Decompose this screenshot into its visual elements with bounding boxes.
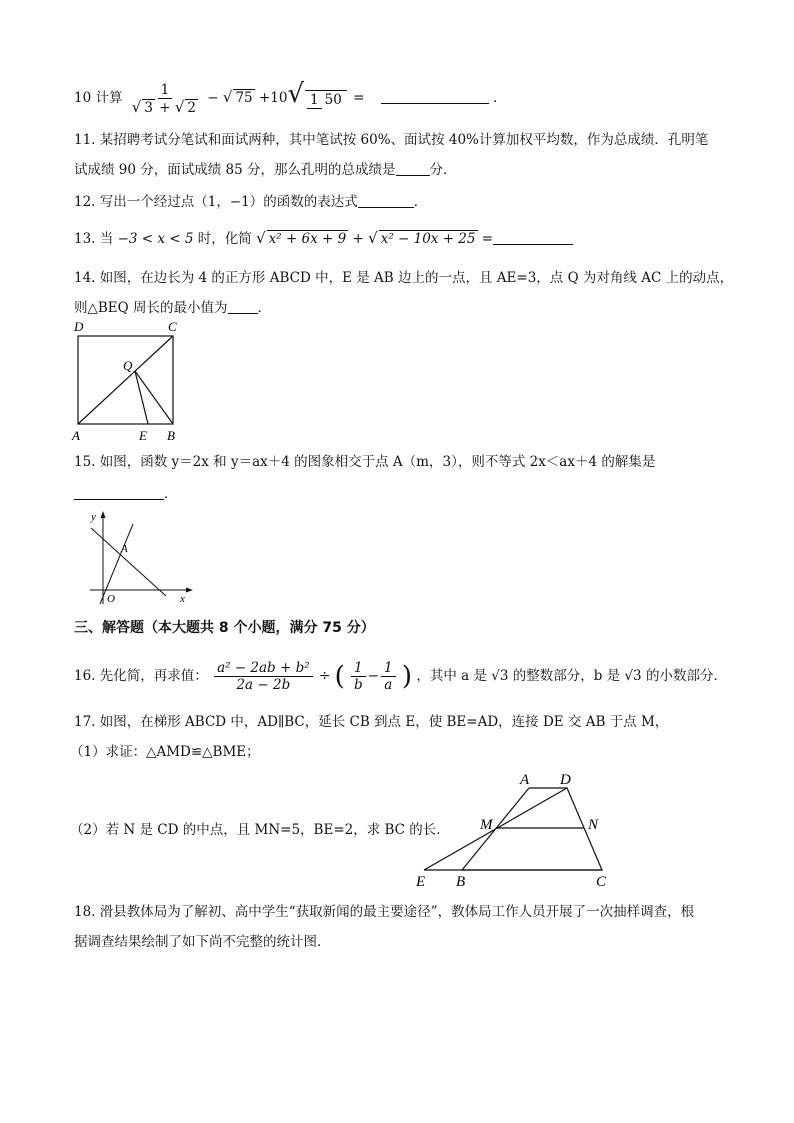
q11-answer-blank[interactable] (396, 161, 430, 176)
section-3-heading: 三、解答题（本大题共 8 个小题，满分 75 分） (74, 620, 375, 636)
question-15-line2: ． (74, 484, 178, 504)
label-a: A (72, 428, 80, 443)
question-17-line1: 17. 如图，在梯形 ABCD 中，AD∥BC，延长 CB 到点 E，使 BE=AD，连接 DE 交 AB 于点 M， (74, 714, 669, 730)
y-axis-arrow (101, 511, 106, 518)
q14-answer-blank[interactable] (228, 299, 258, 314)
question-17-part2: （2）若 N 是 CD 的中点，且 MN=5，BE=2，求 BC 的长． (70, 822, 450, 838)
x-axis-arrow (186, 588, 193, 593)
q16-fraction-1-over-b: $\frac{1}{b}$ (351, 660, 366, 693)
question-10: 10 计算 $\frac{1}{√ 3 + √ 2}$ − √ 75 +10√ 1 50 = . (74, 79, 498, 116)
q16-main-fraction: $\frac{\text{a² − 2ab + b²}}{2a - 2b}$ (214, 660, 313, 693)
line-y-2x (100, 524, 133, 604)
label-b: B (167, 428, 175, 443)
segment-qb (135, 371, 173, 424)
q13-radical-2: x² − 10x + 25 (380, 231, 476, 247)
question-14-line2: 则△BEQ 周长的最小值为 ． (74, 300, 272, 316)
label-e: E (416, 874, 426, 890)
diagonal-ac (78, 336, 173, 424)
label-y: y (91, 511, 96, 523)
question-18-line1: 18. 滑县教体局为了解初、高中学生“获取新闻的最主要途径”，教体局工作人员开展了一次抽样调查，根 (74, 904, 695, 920)
q10-lead: 计算 (95, 90, 123, 106)
q16-fraction-1-over-a: $\frac{1}{a}$ (381, 660, 396, 693)
question-12: 12. 写出一个经过点（1，−1）的函数的表达式 ． (74, 194, 428, 210)
question-11-line2: 试成绩 90 分，面试成绩 85 分，那么孔明的总成绩是 分． (74, 162, 457, 178)
q17-trapezoid-figure (412, 766, 618, 890)
q14-square-figure (66, 318, 192, 444)
q13-answer-blank[interactable] (493, 230, 573, 245)
segment-de (424, 788, 567, 870)
label-e: E (139, 428, 147, 443)
q10-answer-blank[interactable] (381, 89, 489, 104)
q13-radical-1: x² + 6x + 9 (268, 231, 347, 247)
label-c: C (168, 319, 177, 334)
q10-sqrt75: 75 (235, 90, 253, 106)
q15-answer-blank[interactable] (74, 485, 164, 500)
label-d: D (74, 319, 84, 334)
question-11-line1: 11. 某招聘考试分笔试和面试两种，其中笔试按 60%、面试按 40%计算加权平均数，作为总成绩．孔明笔 (74, 132, 709, 148)
label-q: Q (123, 358, 133, 373)
q10-fraction: $\frac{1}{√ 3 + √ 2}$ (131, 81, 196, 116)
segment-qe (135, 371, 148, 424)
label-a: A (520, 772, 530, 788)
question-18-line2: 据调查结果绘制了如下尚不完整的统计图． (74, 934, 331, 950)
question-16: 16. 先化简，再求值： $\frac{\text{a² − 2ab + b²}}{2a - 2b}$ ÷ ( $\frac{1}{b}$ − $\frac{1}{a}$ ) ，其中 a 是 √3 的整数部分，b 是 √3 的小数部分． (74, 660, 727, 693)
label-o: O (107, 593, 115, 605)
label-d: D (560, 772, 571, 788)
label-b: B (456, 874, 466, 890)
q12-answer-blank[interactable] (358, 193, 414, 208)
label-m: M (480, 817, 493, 833)
label-c: C (596, 874, 607, 890)
label-n: N (588, 817, 599, 833)
q10-sqrt-fraction: 1 50 (305, 90, 347, 108)
question-14-line1: 14. 如图，在边长为 4 的正方形 ABCD 中，E 是 AB 边上的一点，且 AE=3，点 Q 为对角线 AC 上的动点， (74, 270, 734, 286)
question-15-line1: 15. 如图，函数 y＝2x 和 y＝ax＋4 的图象相交于点 A（m，3），则不等式 2x＜ax＋4 的解集是 (74, 454, 656, 470)
q10-number: 10 (74, 90, 92, 106)
question-13: 13. 当 −3 < x < 5 时，化简 √ x² + 6x + 9 + √ x² − 10x + 25 = (74, 228, 573, 249)
line-y-ax-plus-4 (91, 528, 166, 596)
question-17-part1: （1）求证：△AMD≌△BME； (70, 744, 260, 760)
label-a: A (121, 543, 128, 555)
q15-graph-figure (86, 508, 196, 610)
label-x: x (180, 593, 185, 605)
